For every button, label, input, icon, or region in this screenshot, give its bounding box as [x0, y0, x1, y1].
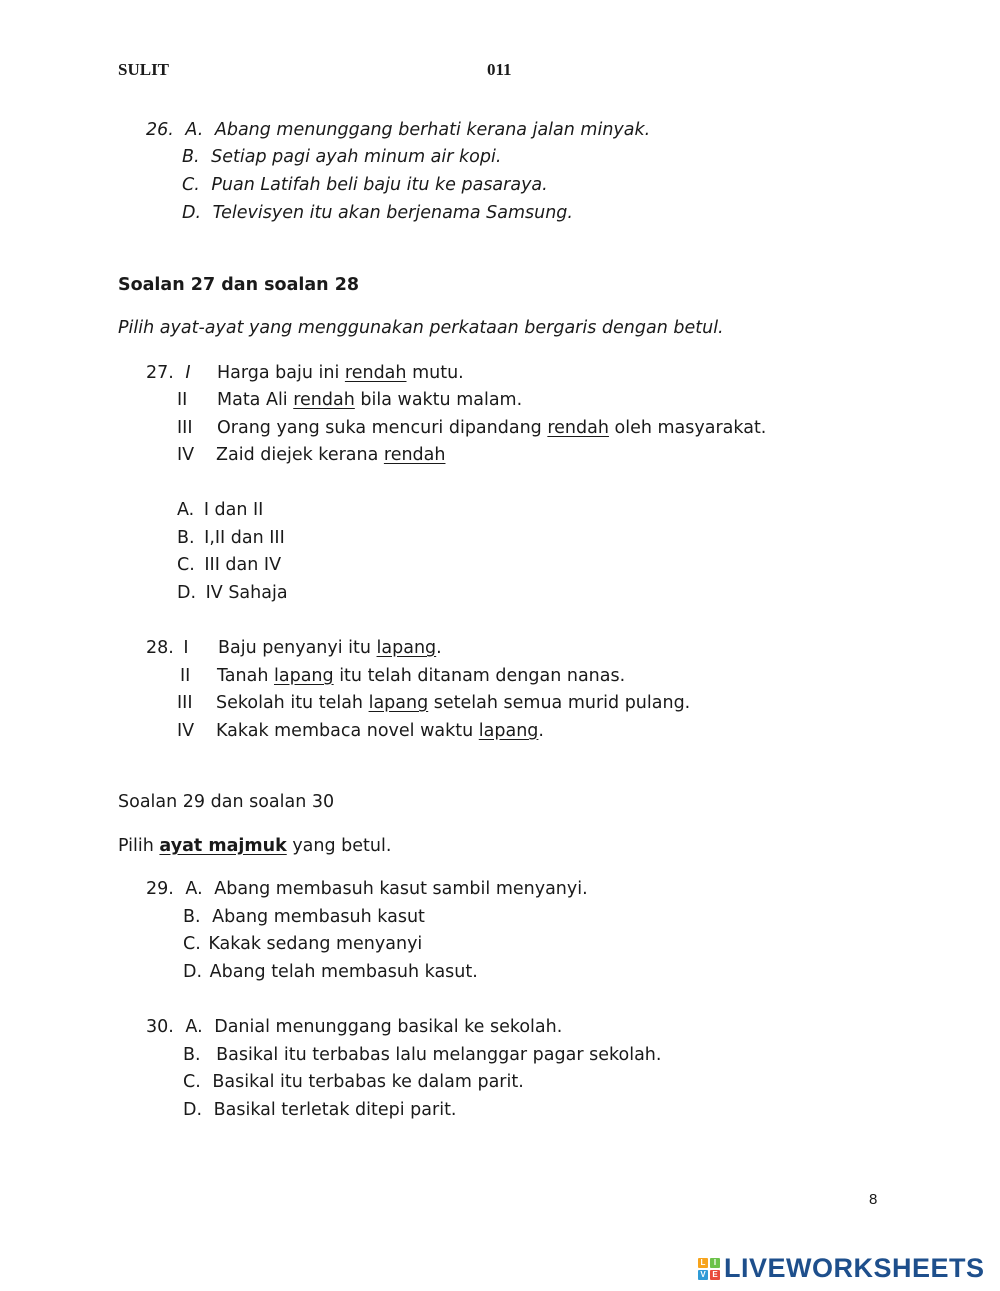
q26-option-a [146, 119, 650, 141]
item-text: oleh masyarakat. [608, 418, 767, 438]
option-letter: B. [183, 907, 201, 927]
underlined-word: lapang [478, 721, 539, 741]
q29-option-d [183, 961, 478, 983]
roman-numeral: II [177, 390, 188, 410]
roman-numeral: I [185, 363, 191, 383]
q29-option-c [183, 933, 422, 955]
question-number: 30. [146, 1017, 174, 1037]
option-letter: D. [182, 203, 202, 223]
item-text: Zaid diejek kerana [216, 445, 384, 465]
option-letter: C. [182, 175, 200, 195]
q27-number [146, 362, 191, 384]
liveworksheets-logo [698, 1253, 985, 1284]
header-sulit: SULIT [118, 60, 170, 79]
option-letter: B. [182, 147, 200, 167]
section-heading-27-28: Soalan 27 dan soalan 28 [118, 275, 360, 295]
option-text: Kakak sedang menyanyi [208, 934, 423, 954]
option-letter: A. [177, 500, 195, 520]
option-text: Basikal itu terbabas lalu melanggar pagar sekolah. [216, 1045, 662, 1065]
underlined-word: lapang [376, 638, 437, 658]
item-text: Mata Ali [217, 390, 294, 410]
item-text: Tanah [217, 666, 274, 686]
item-text: itu telah ditanam dengan nanas. [333, 666, 626, 686]
q27-option-b [177, 527, 285, 549]
option-text: I dan II [203, 500, 264, 520]
underlined-word: lapang [368, 693, 429, 713]
q28-item-4 [216, 720, 544, 742]
option-text: IV Sahaja [205, 583, 288, 603]
q26-option-d [182, 202, 573, 224]
option-letter: C. [183, 1072, 201, 1092]
q30-option-b [183, 1044, 661, 1066]
question-number: 27. [146, 363, 174, 383]
option-text: Basikal itu terbabas ke dalam parit. [212, 1072, 524, 1092]
option-text: III dan IV [204, 555, 282, 575]
logo-tile: I [710, 1258, 720, 1268]
header-code: 011 [487, 60, 512, 79]
option-letter: A. [185, 1017, 203, 1037]
item-text: bila waktu malam. [354, 390, 523, 410]
option-text: Abang membasuh kasut [212, 907, 425, 927]
item-text: Baju penyanyi itu [218, 638, 377, 658]
option-letter: B. [183, 1045, 201, 1065]
option-text: Basikal terletak ditepi parit. [213, 1100, 457, 1120]
item-text: setelah semua murid pulang. [428, 693, 691, 713]
section-instruction-29-30 [118, 835, 391, 857]
roman-numeral: IV [177, 721, 195, 741]
option-letter: D. [177, 583, 197, 603]
option-text: Puan Latifah beli baju itu ke pasaraya. [211, 175, 548, 195]
option-letter: A. [185, 120, 204, 140]
question-number: 29. [146, 879, 174, 899]
logo-text: LIVEWORKSHEETS [724, 1253, 985, 1283]
q26-option-c [182, 174, 548, 196]
instruction-text: Pilih [118, 836, 160, 856]
option-text: Abang telah membasuh kasut. [209, 962, 478, 982]
question-number: 28. [146, 638, 174, 658]
logo-tile: E [710, 1270, 720, 1280]
q27-item-1 [217, 362, 464, 384]
q30-option-c [183, 1071, 524, 1093]
item-text: . [538, 721, 544, 741]
section-heading-29-30: Soalan 29 dan soalan 30 [118, 792, 335, 812]
q27-option-a [177, 499, 263, 521]
item-text: Sekolah itu telah [216, 693, 369, 713]
q30-option-a [146, 1016, 562, 1038]
underlined-word: rendah [547, 418, 609, 438]
q28-number [146, 637, 189, 659]
roman-numeral: III [177, 693, 193, 713]
option-text: I,II dan III [204, 528, 285, 548]
q27-item-3 [217, 417, 766, 439]
q28-item-1 [218, 637, 442, 659]
item-text: Harga baju ini [217, 363, 345, 383]
option-letter: B. [177, 528, 195, 548]
option-text: Setiap pagi ayah minum air kopi. [211, 147, 502, 167]
item-text: mutu. [406, 363, 464, 383]
q30-option-d [183, 1099, 457, 1121]
option-letter: D. [183, 1100, 203, 1120]
logo-tile: V [698, 1270, 708, 1280]
q27-option-c [177, 554, 281, 576]
underlined-word: rendah [293, 390, 355, 410]
q29-option-b [183, 906, 425, 928]
roman-numeral: I [183, 638, 189, 658]
roman-numeral: III [177, 418, 193, 438]
option-text: Danial menunggang basikal ke sekolah. [214, 1017, 563, 1037]
item-text: Orang yang suka mencuri dipandang [217, 418, 548, 438]
instruction-keyword: ayat majmuk [159, 836, 287, 856]
underlined-word: rendah [344, 363, 407, 383]
question-number: 26. [146, 120, 174, 140]
roman-numeral: II [180, 666, 191, 686]
section-instruction-27-28: Pilih ayat-ayat yang menggunakan perkataan bergaris dengan betul. [118, 318, 724, 338]
q27-item-4 [216, 444, 445, 466]
option-text: Abang membasuh kasut sambil menyanyi. [214, 879, 588, 899]
q29-option-a [146, 878, 588, 900]
liveworksheets-icon [698, 1258, 720, 1280]
logo-tile: L [698, 1258, 708, 1268]
item-text: Kakak membaca novel waktu [216, 721, 479, 741]
option-text: Televisyen itu akan berjenama Samsung. [212, 203, 573, 223]
option-letter: A. [185, 879, 203, 899]
q28-item-2 [217, 665, 625, 687]
q27-option-d [177, 582, 288, 604]
roman-numeral: IV [177, 445, 195, 465]
option-letter: C. [177, 555, 195, 575]
instruction-text: yang betul. [286, 836, 392, 856]
item-text: . [436, 638, 442, 658]
option-text: Abang menunggang berhati kerana jalan minyak. [214, 120, 651, 140]
q27-item-2 [217, 389, 522, 411]
option-letter: C. [183, 934, 201, 954]
q26-option-b [182, 146, 501, 168]
underlined-word: rendah [383, 445, 446, 465]
page-number: 8 [869, 1191, 878, 1208]
underlined-word: lapang [274, 666, 334, 686]
option-letter: D. [183, 962, 203, 982]
q28-item-3 [216, 692, 690, 714]
